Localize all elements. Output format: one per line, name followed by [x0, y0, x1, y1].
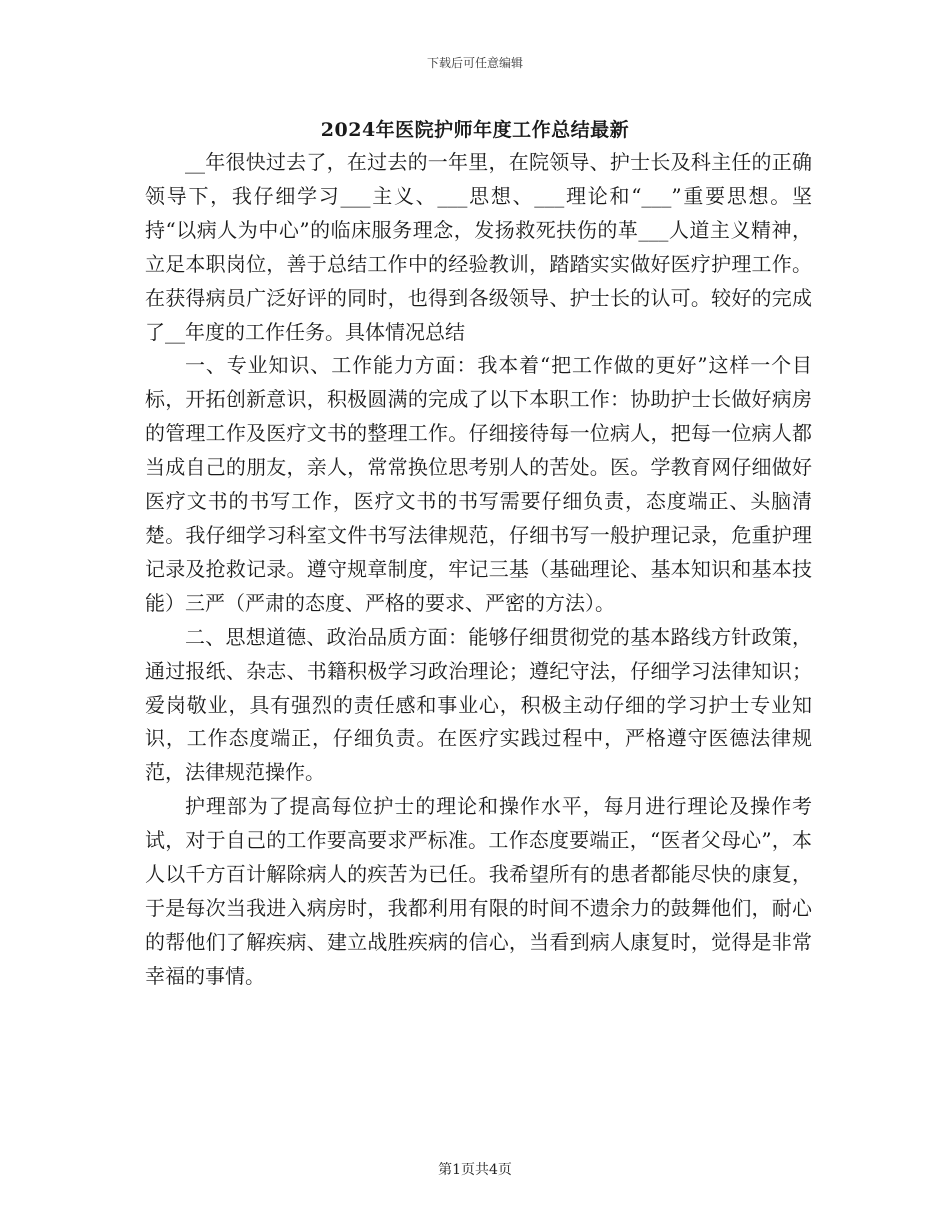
- page-number-footer: 第1页共4页: [438, 1162, 512, 1178]
- header-note: 下载后可任意编辑: [426, 56, 523, 70]
- paragraph-intro: __年很快过去了，在过去的一年里，在院领导、护士长及科主任的正确领导下，我仔细学习___主义、___思想、___理论和“___”重要思想。坚持“以病人为中心”的临床服务理念，发扬救死扶伤的革___人道主义精神，立足本职岗位，善于总结工作中的经验教训，踏踏实实做好医疗护理工作。在获得病员广泛好评的同时，也得到各级领导、护士长的认可。较好的完成了__年度的工作任务。具体情况总结: [145, 150, 812, 344]
- paragraph-professional-skills: 一、专业知识、工作能力方面：我本着“把工作做的更好”这样一个目标，开拓创新意识，积极圆满的完成了以下本职工作：协助护士长做好病房的管理工作及医疗文书的整理工作。仔细接待每一位病人，把每一位病人都当成自己的朋友，亲人，常常换位思考别人的苦处。医。学教育网仔细做好医疗文书的书写工作，医疗文书的书写需要仔细负责，态度端正、头脑清楚。我仔细学习科室文件书写法律规范，仔细书写一般护理记录，危重护理记录及抢救记录。遵守规章制度，牢记三基（基础理论、基本知识和基本技能）三严（严肃的态度、严格的要求、严密的方法）。: [145, 353, 812, 615]
- paragraph-nursing-training: 护理部为了提高每位护士的理论和操作水平，每月进行理论及操作考试，对于自己的工作要高要求严标准。工作态度要端正，“医者父母心”，本人以千方百计解除病人的疾苦为已任。我希望所有的患者都能尽快的康复，于是每次当我进入病房时，我都利用有限的时间不遗余力的鼓舞他们，耐心的帮他们了解疾病、建立战胜疾病的信心，当看到病人康复时，觉得是非常幸福的事情。: [145, 794, 812, 988]
- document-title: 2024年医院护师年度工作总结最新: [320, 119, 630, 141]
- paragraph-ideology-morality: 二、思想道德、政治品质方面：能够仔细贯彻党的基本路线方针政策，通过报纸、杂志、书籍积极学习政治理论；遵纪守法，仔细学习法律知识；爱岗敬业，具有强烈的责任感和事业心，积极主动仔细的学习护士专业知识，工作态度端正，仔细负责。在医疗实践过程中，严格遵守医德法律规范，法律规范操作。: [145, 624, 812, 785]
- document-body: [145, 146, 812, 994]
